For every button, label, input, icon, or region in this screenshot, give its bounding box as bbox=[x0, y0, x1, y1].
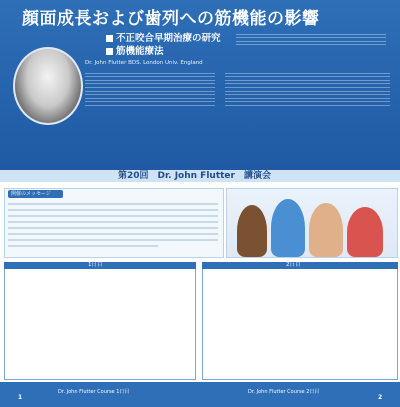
event-banner-title: 第20回 Dr. John Flutter 講演会 bbox=[118, 171, 271, 181]
bio-line bbox=[85, 87, 215, 88]
bio-line bbox=[85, 76, 215, 77]
bio-line bbox=[225, 80, 390, 81]
day2-panel bbox=[202, 262, 398, 380]
bio-line bbox=[225, 105, 390, 106]
bio-line bbox=[225, 73, 390, 74]
bio-line bbox=[85, 83, 215, 84]
bio-line bbox=[85, 101, 215, 102]
bio-line bbox=[85, 91, 215, 92]
speaker-name: Dr. John Flutter BDS. London Univ. England bbox=[85, 60, 203, 66]
bio-line bbox=[85, 80, 215, 81]
subtitle-1 bbox=[106, 30, 221, 44]
page-title: 顔面成長および歯列への筋機能の影響 bbox=[22, 9, 320, 29]
footer-text-right: Dr. John Flutter Course 2日目 bbox=[248, 389, 320, 395]
page-number-right: 2 bbox=[378, 394, 383, 401]
speaker-bio-right bbox=[225, 70, 390, 109]
message-tag: 開催のメッセージ bbox=[8, 190, 63, 198]
day2-label: 2日目 bbox=[286, 262, 301, 268]
message-line bbox=[8, 245, 158, 247]
message-box bbox=[4, 188, 224, 258]
message-line bbox=[8, 203, 218, 205]
message-line bbox=[8, 227, 218, 229]
page-number-left: 1 bbox=[18, 394, 23, 401]
child-figure bbox=[271, 199, 305, 257]
bio-line bbox=[225, 98, 390, 99]
bio-line bbox=[225, 94, 390, 95]
host-line bbox=[236, 34, 386, 35]
bio-line bbox=[225, 87, 390, 88]
children-photo bbox=[226, 188, 398, 258]
bio-line bbox=[225, 83, 390, 84]
child-figure bbox=[309, 203, 343, 257]
host-line bbox=[236, 37, 386, 38]
message-line bbox=[8, 209, 218, 211]
day1-label: 1日目 bbox=[88, 262, 103, 268]
bio-line bbox=[225, 101, 390, 102]
bio-line bbox=[225, 91, 390, 92]
bio-line bbox=[85, 73, 215, 74]
bio-line bbox=[85, 94, 215, 95]
day1-panel bbox=[4, 262, 196, 380]
message-line bbox=[8, 239, 218, 241]
square-bullet-icon bbox=[106, 48, 113, 55]
speaker-photo bbox=[13, 47, 83, 125]
child-figure bbox=[237, 205, 267, 257]
host-line bbox=[236, 41, 386, 42]
host-info bbox=[236, 31, 386, 48]
bio-line bbox=[85, 105, 215, 106]
message-line bbox=[8, 221, 218, 223]
bio-line bbox=[225, 76, 390, 77]
subtitle-2-text: 筋機能療法 bbox=[116, 46, 164, 57]
footer-text-left: Dr. John Flutter Course 1日目 bbox=[58, 389, 130, 395]
bio-line bbox=[85, 98, 215, 99]
subtitle-2 bbox=[106, 43, 164, 57]
child-figure bbox=[347, 207, 383, 257]
message-line bbox=[8, 215, 218, 217]
subtitle-1-text: 不正咬合早期治療の研究 bbox=[116, 33, 221, 44]
speaker-bio-left bbox=[85, 70, 215, 109]
square-bullet-icon bbox=[106, 35, 113, 42]
host-line bbox=[236, 44, 386, 45]
message-line bbox=[8, 233, 218, 235]
